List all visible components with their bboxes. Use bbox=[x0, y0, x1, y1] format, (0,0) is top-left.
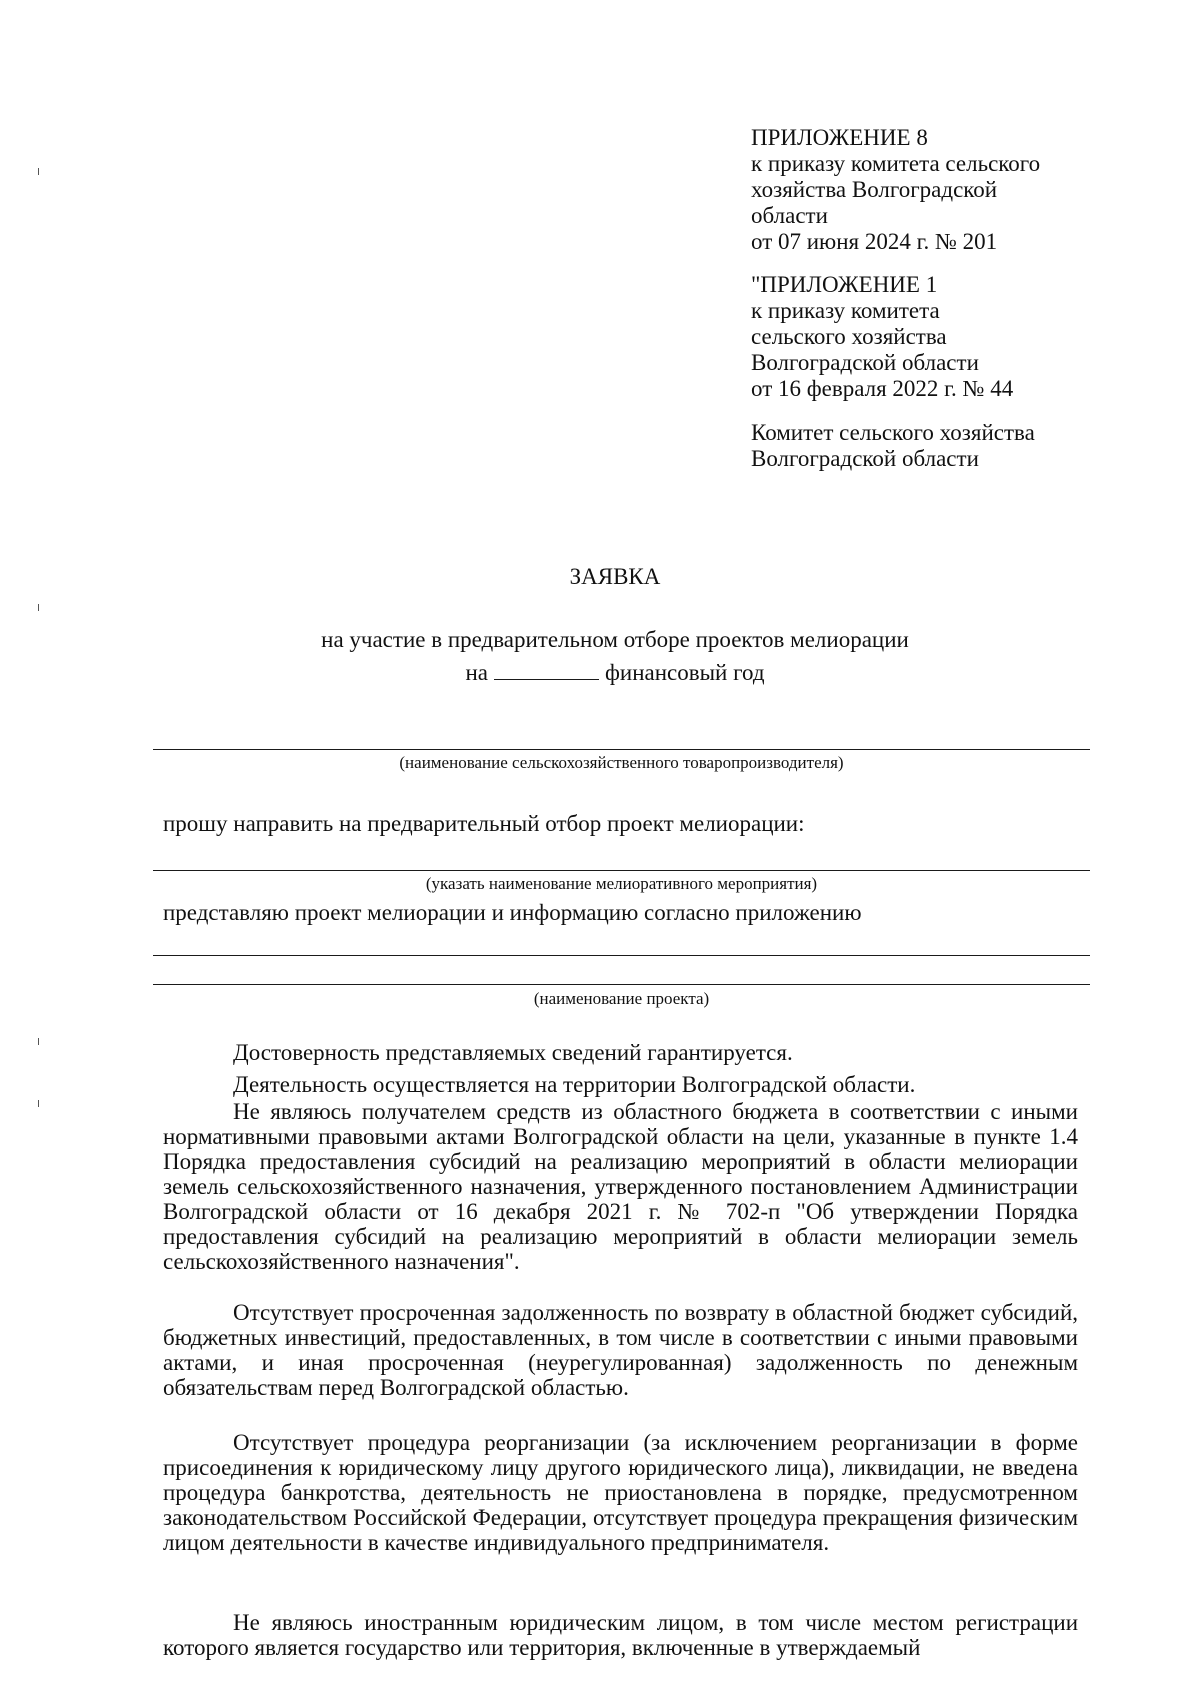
document-title: ЗАЯВКА bbox=[569, 564, 661, 589]
appendix-1-date: от 16 февраля 2022 г. № 44 bbox=[751, 376, 1014, 401]
appendix-1-header bbox=[751, 272, 1081, 402]
producer-name-caption: (наименование сельскохозяйственного товаропроизводителя) bbox=[399, 753, 844, 772]
scan-mark bbox=[38, 1100, 39, 1107]
appendix-8-date: от 07 июня 2024 г. № 201 bbox=[751, 229, 998, 254]
document-subtitle: на участие в предварительном отборе проектов мелиорации bbox=[321, 627, 909, 652]
project-name-line-1 bbox=[153, 955, 1090, 956]
financial-year-blank bbox=[494, 661, 599, 680]
project-name-line-2 bbox=[153, 984, 1090, 985]
addressee bbox=[751, 420, 1081, 472]
scan-mark bbox=[38, 1038, 39, 1045]
paragraph-no-reorganization: Отсутствует процедура реорганизации (за исключением реорганизации в форме присоединения к юридическому лицу другого юридического лица), ликвидации, не введена процедура банкротства, деятельность не приостановлена в порядке, предусмотренном законодательством Российской Федерации, отсутствует процедура прекращения физическим лицом деятельности в качестве индивидуального предпринимателя. bbox=[163, 1430, 1078, 1555]
appendix-8-line: хозяйства Волгоградской bbox=[751, 177, 998, 202]
project-name-caption: (наименование проекта) bbox=[533, 989, 710, 1008]
addressee-line: Комитет сельского хозяйства bbox=[751, 420, 1035, 445]
paragraph-not-foreign: Не являюсь иностранным юридическим лицом, в том числе местом регистрации которого является государство или территория, включенные в утверждаемый bbox=[163, 1610, 1078, 1660]
financial-year-suffix: финансовый год bbox=[605, 660, 765, 685]
appendix-8-line: области bbox=[751, 203, 828, 228]
appendix-1-line: к приказу комитета bbox=[751, 298, 940, 323]
present-statement: представляю проект мелиорации и информацию согласно приложению bbox=[163, 900, 862, 925]
measure-name-caption: (указать наименование мелиоративного мероприятия) bbox=[425, 874, 818, 893]
request-statement: прошу направить на предварительный отбор проект мелиорации: bbox=[163, 811, 805, 836]
measure-name-line bbox=[153, 870, 1090, 871]
addressee-line: Волгоградской области bbox=[751, 446, 979, 471]
scan-mark bbox=[38, 604, 39, 611]
appendix-1-line: сельского хозяйства bbox=[751, 324, 947, 349]
appendix-1-line: Волгоградской области bbox=[751, 350, 979, 375]
paragraph-no-debt: Отсутствует просроченная задолженность по возврату в областной бюджет субсидий, бюджетных инвестиций, предоставленных, в том числе в соответствии с иными правовыми актами, и иная просроченная (неурегулированная) задолженность по денежным обязательствам перед Волгоградской областью. bbox=[163, 1300, 1078, 1400]
producer-name-line bbox=[153, 749, 1090, 750]
scan-mark bbox=[38, 168, 39, 175]
financial-year-prefix: на bbox=[465, 660, 488, 685]
paragraph-reliability: Достоверность представляемых сведений гарантируется. bbox=[233, 1040, 793, 1065]
financial-year-line bbox=[0, 659, 1200, 687]
appendix-8-header bbox=[751, 125, 1081, 255]
appendix-8-line: к приказу комитета сельского bbox=[751, 151, 1041, 176]
paragraph-not-recipient: Не являюсь получателем средств из областного бюджета в соответствии с иными нормативными правовыми актами Волгоградской области на цели, указанные в пункте 1.4 Порядка предоставления субсидий на реализацию мероприятий в области мелиорации земель сельскохозяйственного назначения, утвержденного постановлением Администрации Волгоградской области от 16 декабря 2021 г. № 702-п "Об утверждении Порядка предоставления субсидий на реализацию мероприятий в области мелиорации земель сельскохозяйственного назначения". bbox=[163, 1099, 1078, 1274]
appendix-1-title: "ПРИЛОЖЕНИЕ 1 bbox=[751, 272, 938, 297]
paragraph-territory: Деятельность осуществляется на территории Волгоградской области. bbox=[233, 1072, 916, 1097]
appendix-8-title: ПРИЛОЖЕНИЕ 8 bbox=[751, 125, 928, 150]
